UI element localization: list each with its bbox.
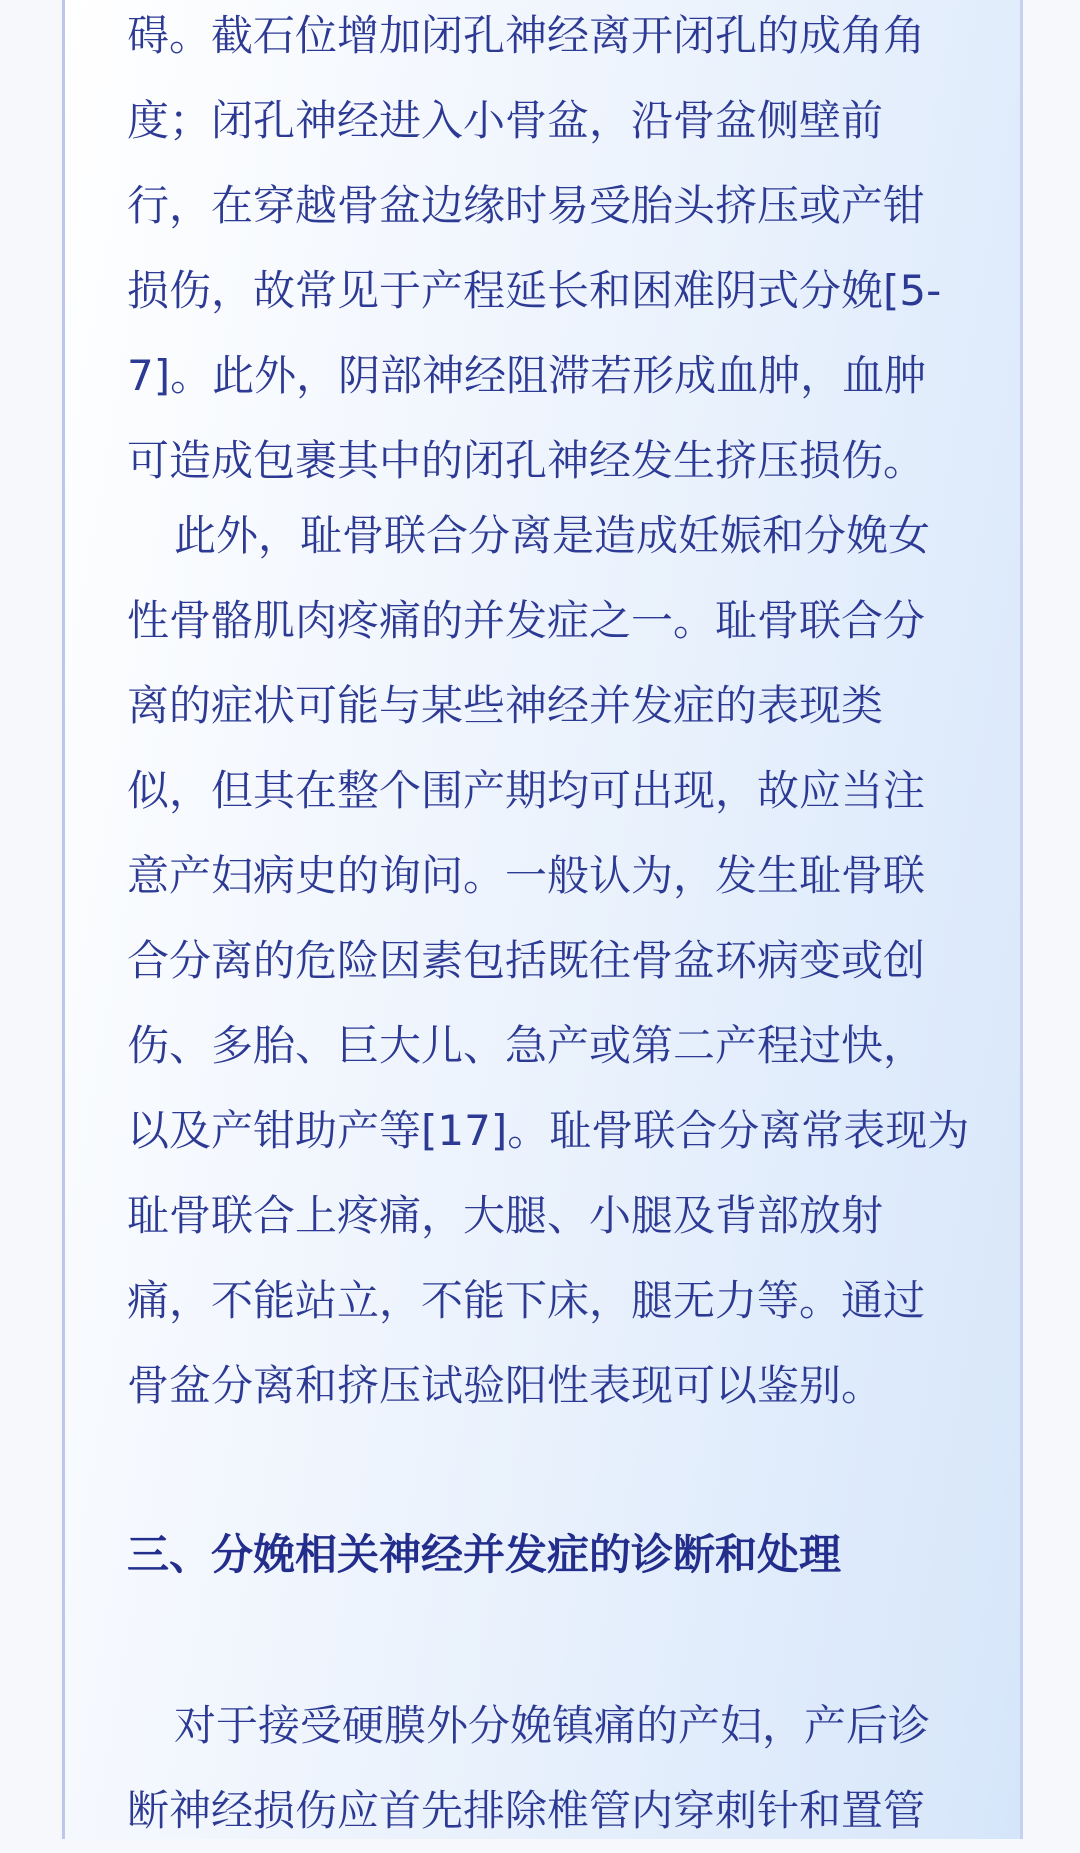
text-line: 可造成包裹其中的闭孔神经发生挤压损伤。 (127, 436, 926, 485)
text-line: 以及产钳助产等[17]。耻骨联合分离常表现为 (127, 1106, 970, 1155)
text-line: 耻骨联合上疼痛，大腿、小腿及背部放射 (127, 1191, 884, 1240)
text-line: 意产妇病史的询问。一般认为，发生耻骨联 (127, 851, 926, 900)
text-line: 合分离的危险因素包括既往骨盆环病变或创 (127, 936, 926, 985)
text-line: 碍。截石位增加闭孔神经离开闭孔的成角角 (127, 11, 926, 60)
paragraph-1 (127, 0, 1007, 503)
section-heading: 三、分娩相关神经并发症的诊断和处理 (127, 1530, 842, 1579)
text-line: 损伤，故常见于产程延长和困难阴式分娩[5- (127, 266, 942, 315)
text-line: 断神经损伤应首先排除椎管内穿刺针和置管 (127, 1786, 926, 1835)
text-line: 痛，不能站立，不能下床，腿无力等。通过 (127, 1276, 926, 1325)
text-line: 此外，耻骨联合分离是造成妊娠和分娩女 (174, 511, 931, 560)
text-line: 性骨骼肌肉疼痛的并发症之一。耻骨联合分 (127, 596, 926, 645)
text-line: 骨盆分离和挤压试验阳性表现可以鉴别。 (127, 1361, 884, 1410)
article-content (127, 0, 1007, 1853)
paragraph-2 (127, 493, 1007, 1428)
text-line: 7]。此外，阴部神经阻滞若形成血肿，血肿 (127, 351, 927, 400)
text-line: 离的症状可能与某些神经并发症的表现类 (127, 681, 884, 730)
text-line: 对于接受硬膜外分娩镇痛的产妇，产后诊 (174, 1701, 931, 1750)
text-line: 似，但其在整个围产期均可出现，故应当注 (127, 766, 926, 815)
text-line: 行，在穿越骨盆边缘时易受胎头挤压或产钳 (127, 181, 926, 230)
text-line: 度；闭孔神经进入小骨盆，沿骨盆侧壁前 (127, 96, 884, 145)
text-line: 伤、多胎、巨大儿、急产或第二产程过快， (127, 1021, 926, 1070)
paragraph-3 (127, 1683, 1007, 1853)
